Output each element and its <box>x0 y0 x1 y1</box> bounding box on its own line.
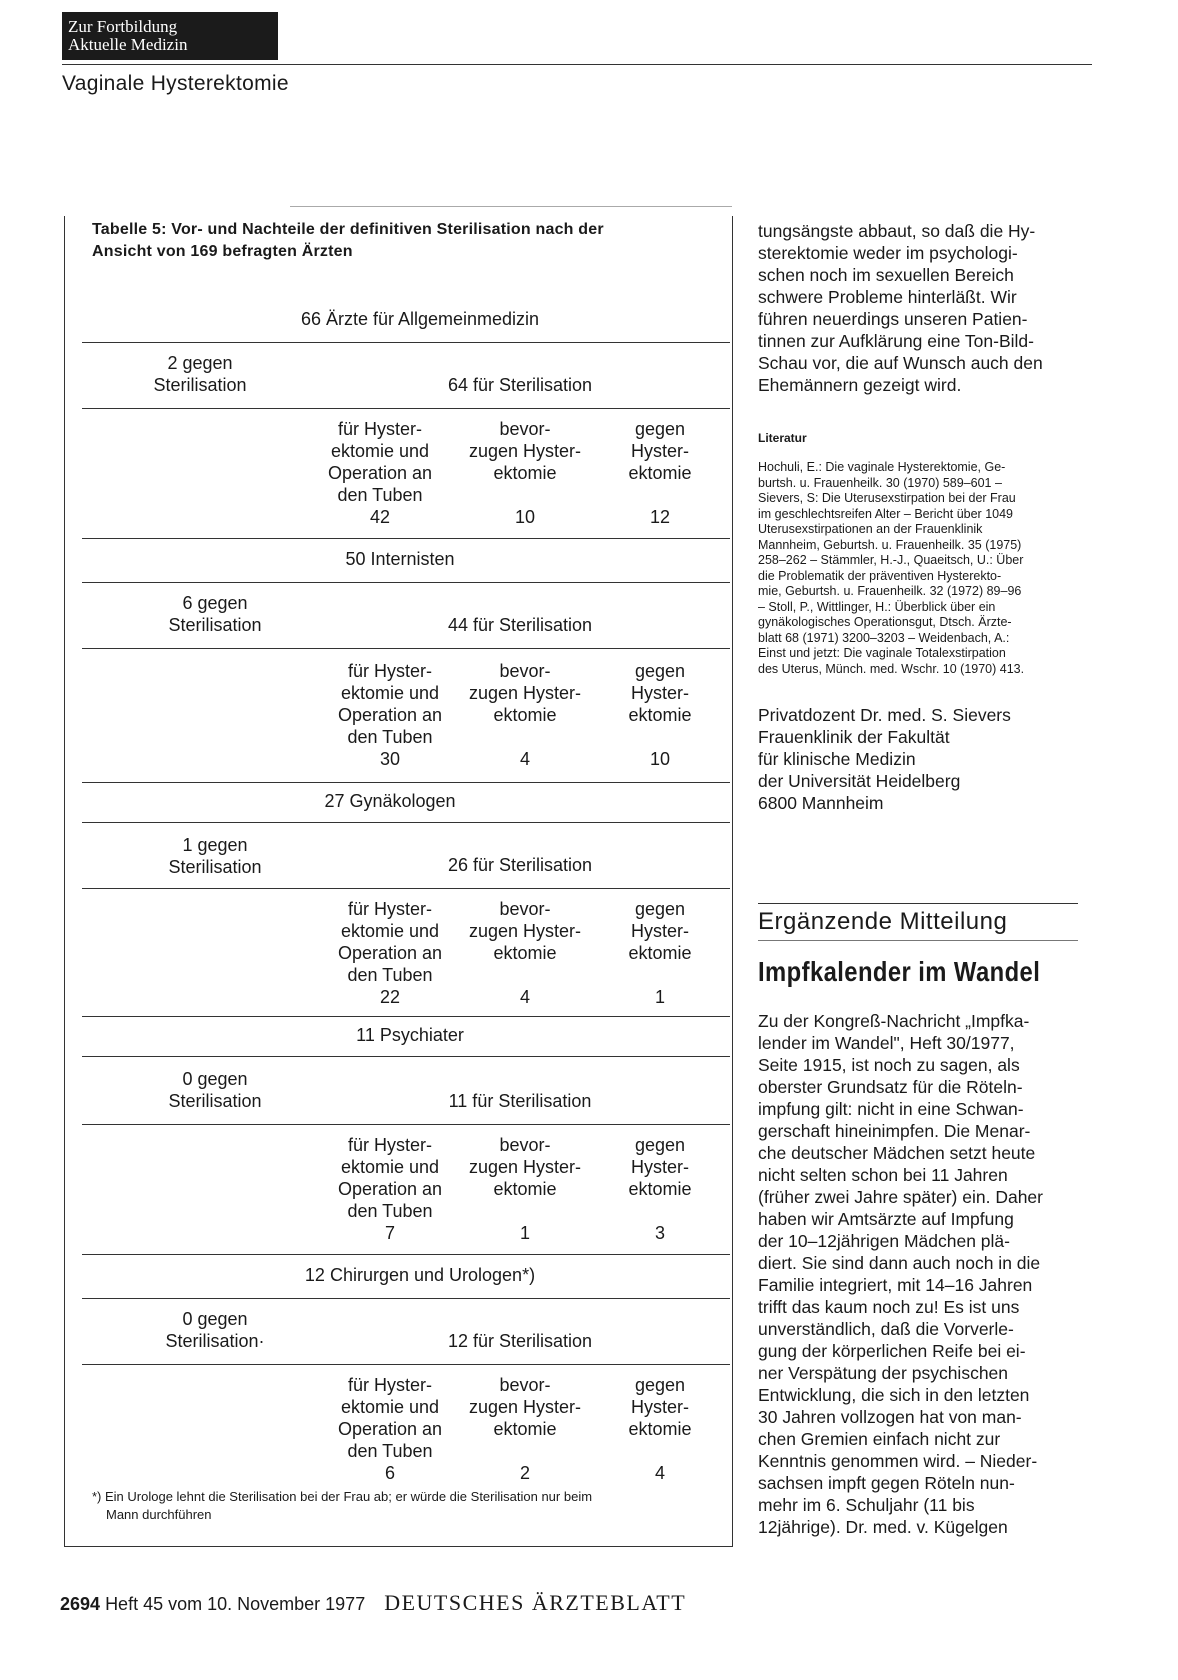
sub-rule <box>82 1124 730 1125</box>
group-name: 27 Gynäkologen <box>324 791 456 811</box>
table-right-border <box>732 216 733 1546</box>
sub-rule <box>82 648 730 649</box>
literatur-list: Hochuli, E.: Die vaginale Hysterektomie, Ge- burtsh. u. Frauenheilk. 30 (1970) 589–601 – Sievers, S: Die Uterusexstirpation bei der Frau im geschlechtsreifen Alter – Bericht über 1049 Uterusexstirpationen an der Frauenklinik Mannheim, Geburtsh. u. Frauenheilk. 35 (1975) 258–262 – Stämmler, H.-J., Quaeitsch, U.: Über die Problematik der präventiven Hysterekto- mie, Geburtsh. u. Frauenheilk. 32 (1972) 89–96 – Stoll, P., Wittlinger, H.: Überblick über ein gynäkologisches Operationsgut, Dtsch. Ärzte- blatt 68 (1971) 3200–3203 – Weidenbach, A.: Einst und jetzt: Die vaginale Totalexstirpation des Uterus, Münch. med. Wschr. 10 (1970) 413. <box>758 460 1025 676</box>
table-left-border <box>64 216 65 1546</box>
value-gegen: 10 <box>649 749 671 769</box>
value-hysterektomie-tuben: 42 <box>369 507 391 527</box>
col-header-a: für Hyster- ektomie und Operation an den Tuben <box>337 899 443 985</box>
col-header-b: bevor- zugen Hyster- ektomie <box>468 419 582 483</box>
article-body: Zu der Kongreß-Nachricht „Impfka- lender im Wandel", Heft 30/1977, Seite 1915, ist noch zu sagen, als oberster Grundsatz für die Röteln- impfung gilt: nicht in eine Schwan- gerschaft hineinimpfen. Die Menar- che deutscher Mädchen setzt heute nicht selten schon bei 11 Jahren (früher zwei Jahre später) ein. Daher haben wir Amtsärzte auf Impfung der 10–12jährigen Mädchen plä- diert. Sie sind dann auch noch in die Familie integriert, mit 14–16 Jahren trifft das kaum noch zu! Es ist uns unverständlich, daß die Vorverle- gung der körperlichen Reife bei ei- ner Verspätung der psychischen Entwicklung, die sich in den letzten 30 Jahren vollzogen hat von man- chen Gremien einfach nicht zur Kenntnis genommen wird. – Nieder- sachsen impft gegen Röteln nun- mehr im 6. Schuljahr (11 bis 12jährige). Dr. med. v. Kügelgen <box>758 1011 1043 1537</box>
value-gegen: 12 <box>649 507 671 527</box>
value-bevorzugen: 2 <box>519 1463 530 1483</box>
group-rule <box>82 538 730 539</box>
badge-line-1: Zur Fortbildung <box>68 17 178 36</box>
group-rule <box>82 822 730 823</box>
col-header-c: gegen Hyster- ektomie <box>628 899 692 963</box>
group-rule <box>82 582 730 583</box>
table-title-line-2: Ansicht von 169 befragten Ärzten <box>92 243 353 260</box>
group-rule <box>82 1298 730 1299</box>
intro-paragraph: tungsängste abbaut, so daß die Hy- sterektomie weder im psychologi- schen noch im sexuellen Bereich schwere Probleme hinterläßt. Wir führen neuerdings unseren Patien- tinnen zur Aufklärung eine Ton-Bild- Schau vor, die auf Wunsch auch den Ehemännern gezeigt wird. <box>758 221 1043 395</box>
group-name: 12 Chirurgen und Urologen*) <box>304 1265 536 1285</box>
value-gegen: 1 <box>654 987 665 1007</box>
sub-rule <box>82 408 730 409</box>
gegen-label: 6 gegen Sterilisation <box>168 593 262 635</box>
gegen-label: 0 gegen Sterilisation· <box>165 1309 265 1351</box>
magazine-name: DEUTSCHES ÄRZTEBLATT <box>384 1590 687 1615</box>
issue-info: Heft 45 vom 10. November 1977 <box>105 1594 366 1614</box>
group-name: 50 Internisten <box>345 549 455 569</box>
value-gegen: 4 <box>654 1463 665 1483</box>
table-footnote <box>92 1488 728 1524</box>
gegen-label: 2 gegen Sterilisation <box>153 353 247 395</box>
author-address: Privatdozent Dr. med. S. Sievers Frauenklinik der Fakultät für klinische Medizin der Universität Heidelberg 6800 Mannheim <box>758 705 1011 813</box>
col-header-a: für Hyster- ektomie und Operation an den Tuben <box>327 419 433 505</box>
fuer-label: 64 für Sterilisation <box>447 375 593 395</box>
group-rule <box>82 1056 730 1057</box>
header-rule <box>62 64 1092 65</box>
badge-line-2: Aktuelle Medizin <box>68 35 188 54</box>
group-name: 11 Psychiater <box>356 1025 464 1045</box>
value-hysterektomie-tuben: 6 <box>384 1463 395 1483</box>
group-rule <box>82 782 730 783</box>
col-header-a: für Hyster- ektomie und Operation an den Tuben <box>337 661 443 747</box>
col-header-b: bevor- zugen Hyster- ektomie <box>468 1135 582 1199</box>
fuer-label: 11 für Sterilisation <box>448 1091 592 1111</box>
value-gegen: 3 <box>654 1223 665 1243</box>
col-header-c: gegen Hyster- ektomie <box>628 419 692 483</box>
col-header-b: bevor- zugen Hyster- ektomie <box>468 899 582 963</box>
sub-rule <box>82 1364 730 1365</box>
col-header-a: für Hyster- ektomie und Operation an den Tuben <box>337 1375 443 1461</box>
sub-rule <box>82 888 730 889</box>
page-footer <box>60 1590 686 1616</box>
value-hysterektomie-tuben: 30 <box>379 749 401 769</box>
fuer-label: 44 für Sterilisation <box>447 615 593 635</box>
col-header-c: gegen Hyster- ektomie <box>628 1135 692 1199</box>
page-number: 2694 <box>60 1594 101 1614</box>
footnote-line-1: *) Ein Urologe lehnt die Sterilisation bei der Frau ab; er würde die Sterilisation nur beim <box>92 1489 593 1504</box>
section-rule <box>758 903 1078 904</box>
table-title-line-1: Tabelle 5: Vor- und Nachteile der definitiven Sterilisation nach der <box>92 221 604 238</box>
col-header-a: für Hyster- ektomie und Operation an den Tuben <box>337 1135 443 1221</box>
section-rule-bottom <box>758 940 1078 941</box>
section-heading: Ergänzende Mitteilung <box>758 908 1008 935</box>
col-header-b: bevor- zugen Hyster- ektomie <box>468 1375 582 1439</box>
section-title: Vaginale Hysterektomie <box>62 72 289 95</box>
col-header-b: bevor- zugen Hyster- ektomie <box>468 661 582 725</box>
table-top-rule <box>290 206 732 207</box>
article-headline: Impfkalender im Wandel <box>758 956 1041 987</box>
value-bevorzugen: 1 <box>519 1223 530 1243</box>
literatur-heading: Literatur <box>758 431 807 445</box>
col-header-c: gegen Hyster- ektomie <box>628 1375 692 1439</box>
value-bevorzugen: 4 <box>519 749 530 769</box>
fuer-label: 12 für Sterilisation <box>447 1331 593 1351</box>
gegen-label: 0 gegen Sterilisation <box>168 1069 262 1111</box>
fuer-label: 26 für Sterilisation <box>447 855 593 875</box>
group-rule <box>82 1016 730 1017</box>
group-name: 66 Ärzte für Allgemeinmedizin <box>300 309 540 329</box>
table-bottom-rule <box>64 1546 733 1547</box>
footnote-line-2: Mann durchführen <box>106 1507 212 1522</box>
value-hysterektomie-tuben: 22 <box>379 987 401 1007</box>
gegen-label: 1 gegen Sterilisation <box>168 835 262 877</box>
section-badge <box>62 12 278 60</box>
group-rule <box>82 1254 730 1255</box>
value-bevorzugen: 10 <box>514 507 536 527</box>
table-title <box>92 219 732 263</box>
col-header-c: gegen Hyster- ektomie <box>628 661 692 725</box>
value-bevorzugen: 4 <box>519 987 530 1007</box>
value-hysterektomie-tuben: 7 <box>384 1223 395 1243</box>
group-rule <box>82 342 730 343</box>
